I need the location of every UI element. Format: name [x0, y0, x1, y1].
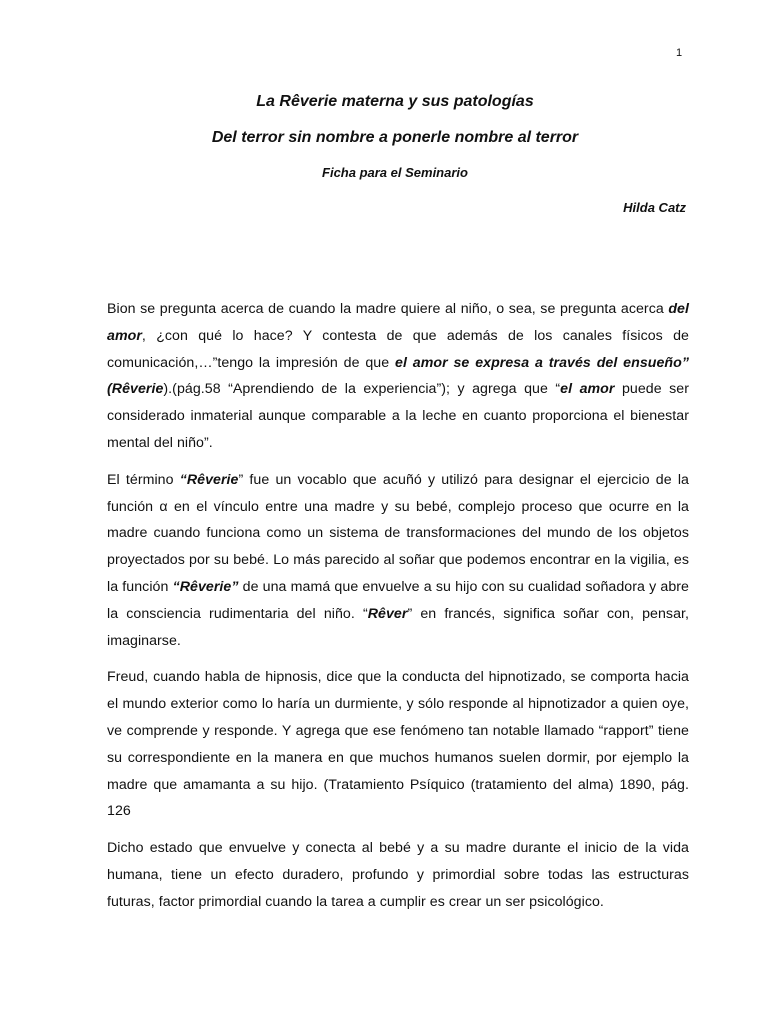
paragraph-3	[107, 664, 689, 825]
paragraph-text: puede ser considerado inmaterial aunque comparable a la leche en cuanto proporciona el bienestar mental del niño”.	[107, 381, 689, 451]
document-subtitle: Del terror sin nombre a ponerle nombre al terror	[211, 129, 579, 146]
emphasis-text: Rêver	[367, 605, 408, 622]
paragraph-text: ” en francés, significa soñar con, pensar, imaginarse.	[107, 605, 689, 649]
emphasis-text: el amor se expresa a través del ensueño” (Rêverie	[107, 354, 689, 398]
emphasis-text: “Rêverie	[179, 471, 239, 488]
paragraph-text: Freud, cuando habla de hipnosis, dice que la conducta del hipnotizado, se comporta hacia el mundo exterior como lo haría un durmiente, y sólo responde al hipnotizador a quien oye, ve comprende y responde. Y agrega que ese fenómeno tan notable llamado “rapport” tiene su correspondiente en la manera en que muchos humanos suelen dormir, por ejemplo la madre que amamanta a su hijo. (Tratamiento Psíquico (tratamiento del alma) 1890, pág. 126	[107, 669, 689, 820]
paragraph-text: ).(pág.58 “Aprendiendo de la experiencia”); y agrega que “	[163, 381, 561, 398]
paragraph-text: ” fue un vocablo que acuñó y utilizó para designar el ejercicio de la función α en el vínculo entre una madre y su bebé, complejo proceso que ocurre en la madre cuando funciona como un sistema de transformaciones del mundo de los objetos proyectados por su bebé. Lo más parecido al soñar que podemos encontrar en la vigilia, es la función	[107, 471, 689, 595]
paragraph-2	[107, 467, 689, 655]
paragraph-text: Dicho estado que envuelve y conecta al bebé y a su madre durante el inicio de la vida humana, tiene un efecto duradero, profundo y primordial sobre todas las estructuras futuras, factor primordial cuando la tarea a cumplir es crear un ser psicológico.	[107, 840, 689, 910]
paragraph-text: , ¿con qué lo hace? Y contesta de que además de los canales físicos de comunicación,…”tengo la impresión de que	[107, 327, 689, 371]
author-name: Hilda Catz	[623, 200, 686, 215]
paragraph-1	[107, 296, 689, 457]
paragraph-4	[107, 835, 689, 915]
emphasis-text: el amor	[560, 381, 615, 398]
page-number: 1	[676, 47, 683, 59]
document-body	[107, 296, 689, 926]
document-title: La Rêverie materna y sus patologías	[256, 93, 534, 110]
paragraph-text: Bion se pregunta acerca de cuando la madre quiere al niño, o sea, se pregunta acerca	[107, 301, 669, 317]
seminar-label: Ficha para el Seminario	[322, 165, 468, 180]
emphasis-text: “Rêverie”	[172, 578, 239, 595]
paragraph-text: de una mamá que envuelve a su hijo con su cualidad soñadora y abre la consciencia rudimentaria del niño. “	[107, 578, 689, 622]
paragraph-text: El término	[107, 471, 180, 488]
emphasis-text: del amor	[107, 301, 689, 344]
